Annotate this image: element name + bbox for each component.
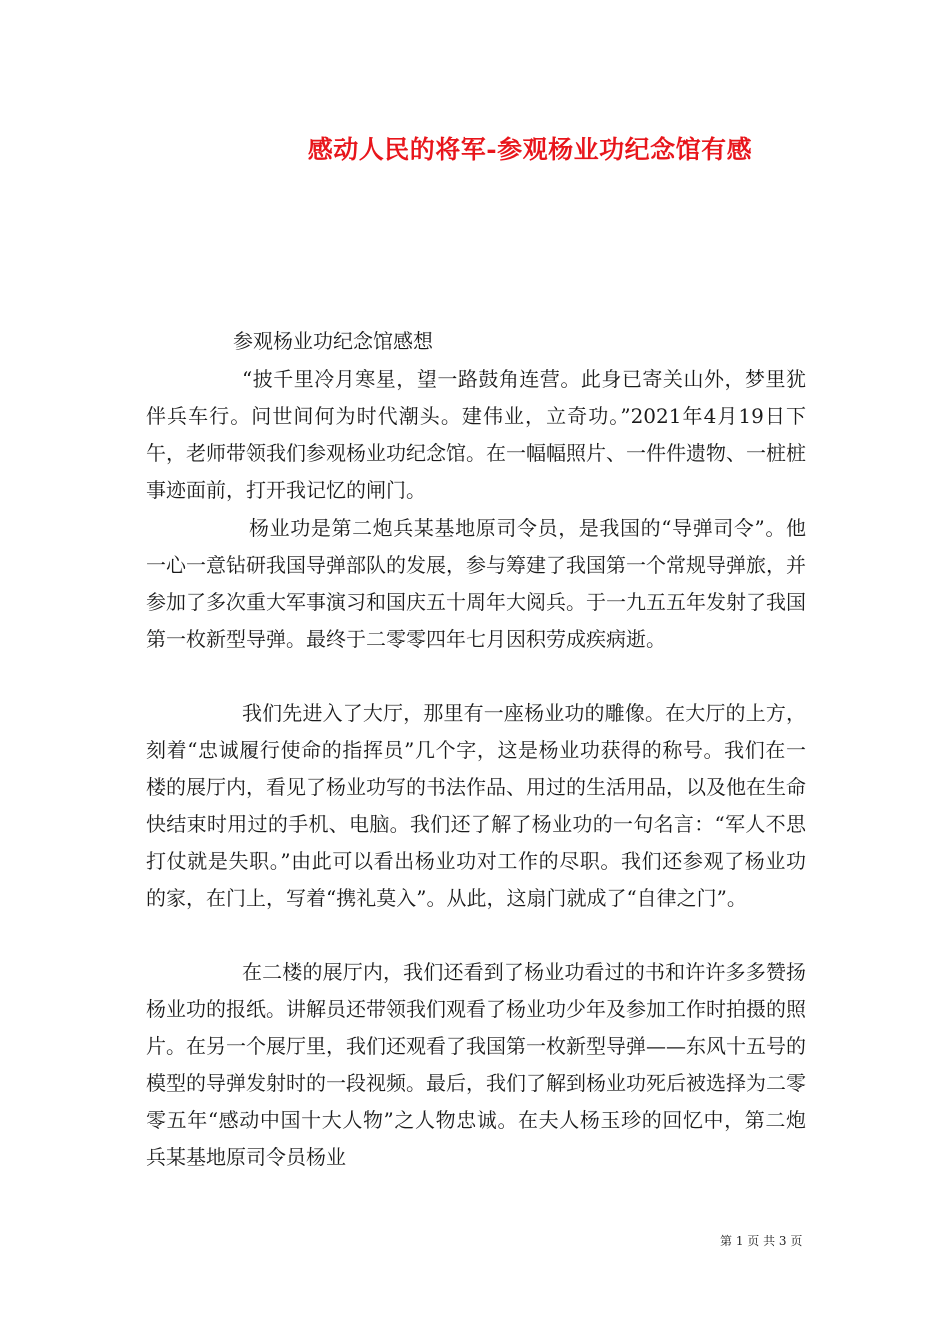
paragraph-2: 杨业功是第二炮兵某基地原司令员，是我国的“导弹司令”。他一心一意钻研我国导弹部队的发展，参与筹建了我国第一个常规导弹旅，并参加了多次重大军事演习和国庆五十周年大阅兵。于一九五五年发射了我国第一枚新型导弹。最终于二零零四年七月因积劳成疾病逝。 xyxy=(146,516,806,651)
paragraph-4: 在二楼的展厅内，我们还看到了杨业功看过的书和许许多多赞扬杨业功的报纸。讲解员还带领我们观看了杨业功少年及参加工作时拍摄的照片。在另一个展厅里，我们还观看了我国第一枚新型导弹——东风十五号的模型的导弹发射时的一段视频。最后，我们了解到杨业功死后被选择为二零零五年“感动中国十大人物”之人物忠诚。在夫人杨玉珍的回忆中，第二炮兵某基地原司令员杨业 xyxy=(146,960,806,1169)
document-title: 感动人民的将军-参观杨业功纪念馆有感 xyxy=(307,135,753,164)
paragraph-1: “披千里冷月寒星，望一路鼓角连营。此身已寄关山外，梦里犹伴兵车行。问世间何为时代潮头。建伟业，立奇功。”2021年4月19日下午，老师带领我们参观杨业功纪念馆。在一幅幅照片、一件件遗物、一桩桩事迹面前，打开我记忆的闸门。 xyxy=(146,367,806,502)
page-number-footer: 第 1 页 共 3 页 xyxy=(720,1234,803,1248)
paragraph-3: 我们先进入了大厅，那里有一座杨业功的雕像。在大厅的上方，刻着“忠诚履行使命的指挥员”几个字，这是杨业功获得的称号。我们在一楼的展厅内，看见了杨业功写的书法作品、用过的生活用品，以及他在生命快结束时用过的手机、电脑。我们还了解了杨业功的一句名言：“军人不思打仗就是失职。”由此可以看出杨业功对工作的尽职。我们还参观了杨业功的家，在门上，写着“携礼莫入”。从此，这扇门就成了“自律之门”。 xyxy=(146,701,806,910)
document-subtitle: 参观杨业功纪念馆感想 xyxy=(233,329,433,353)
